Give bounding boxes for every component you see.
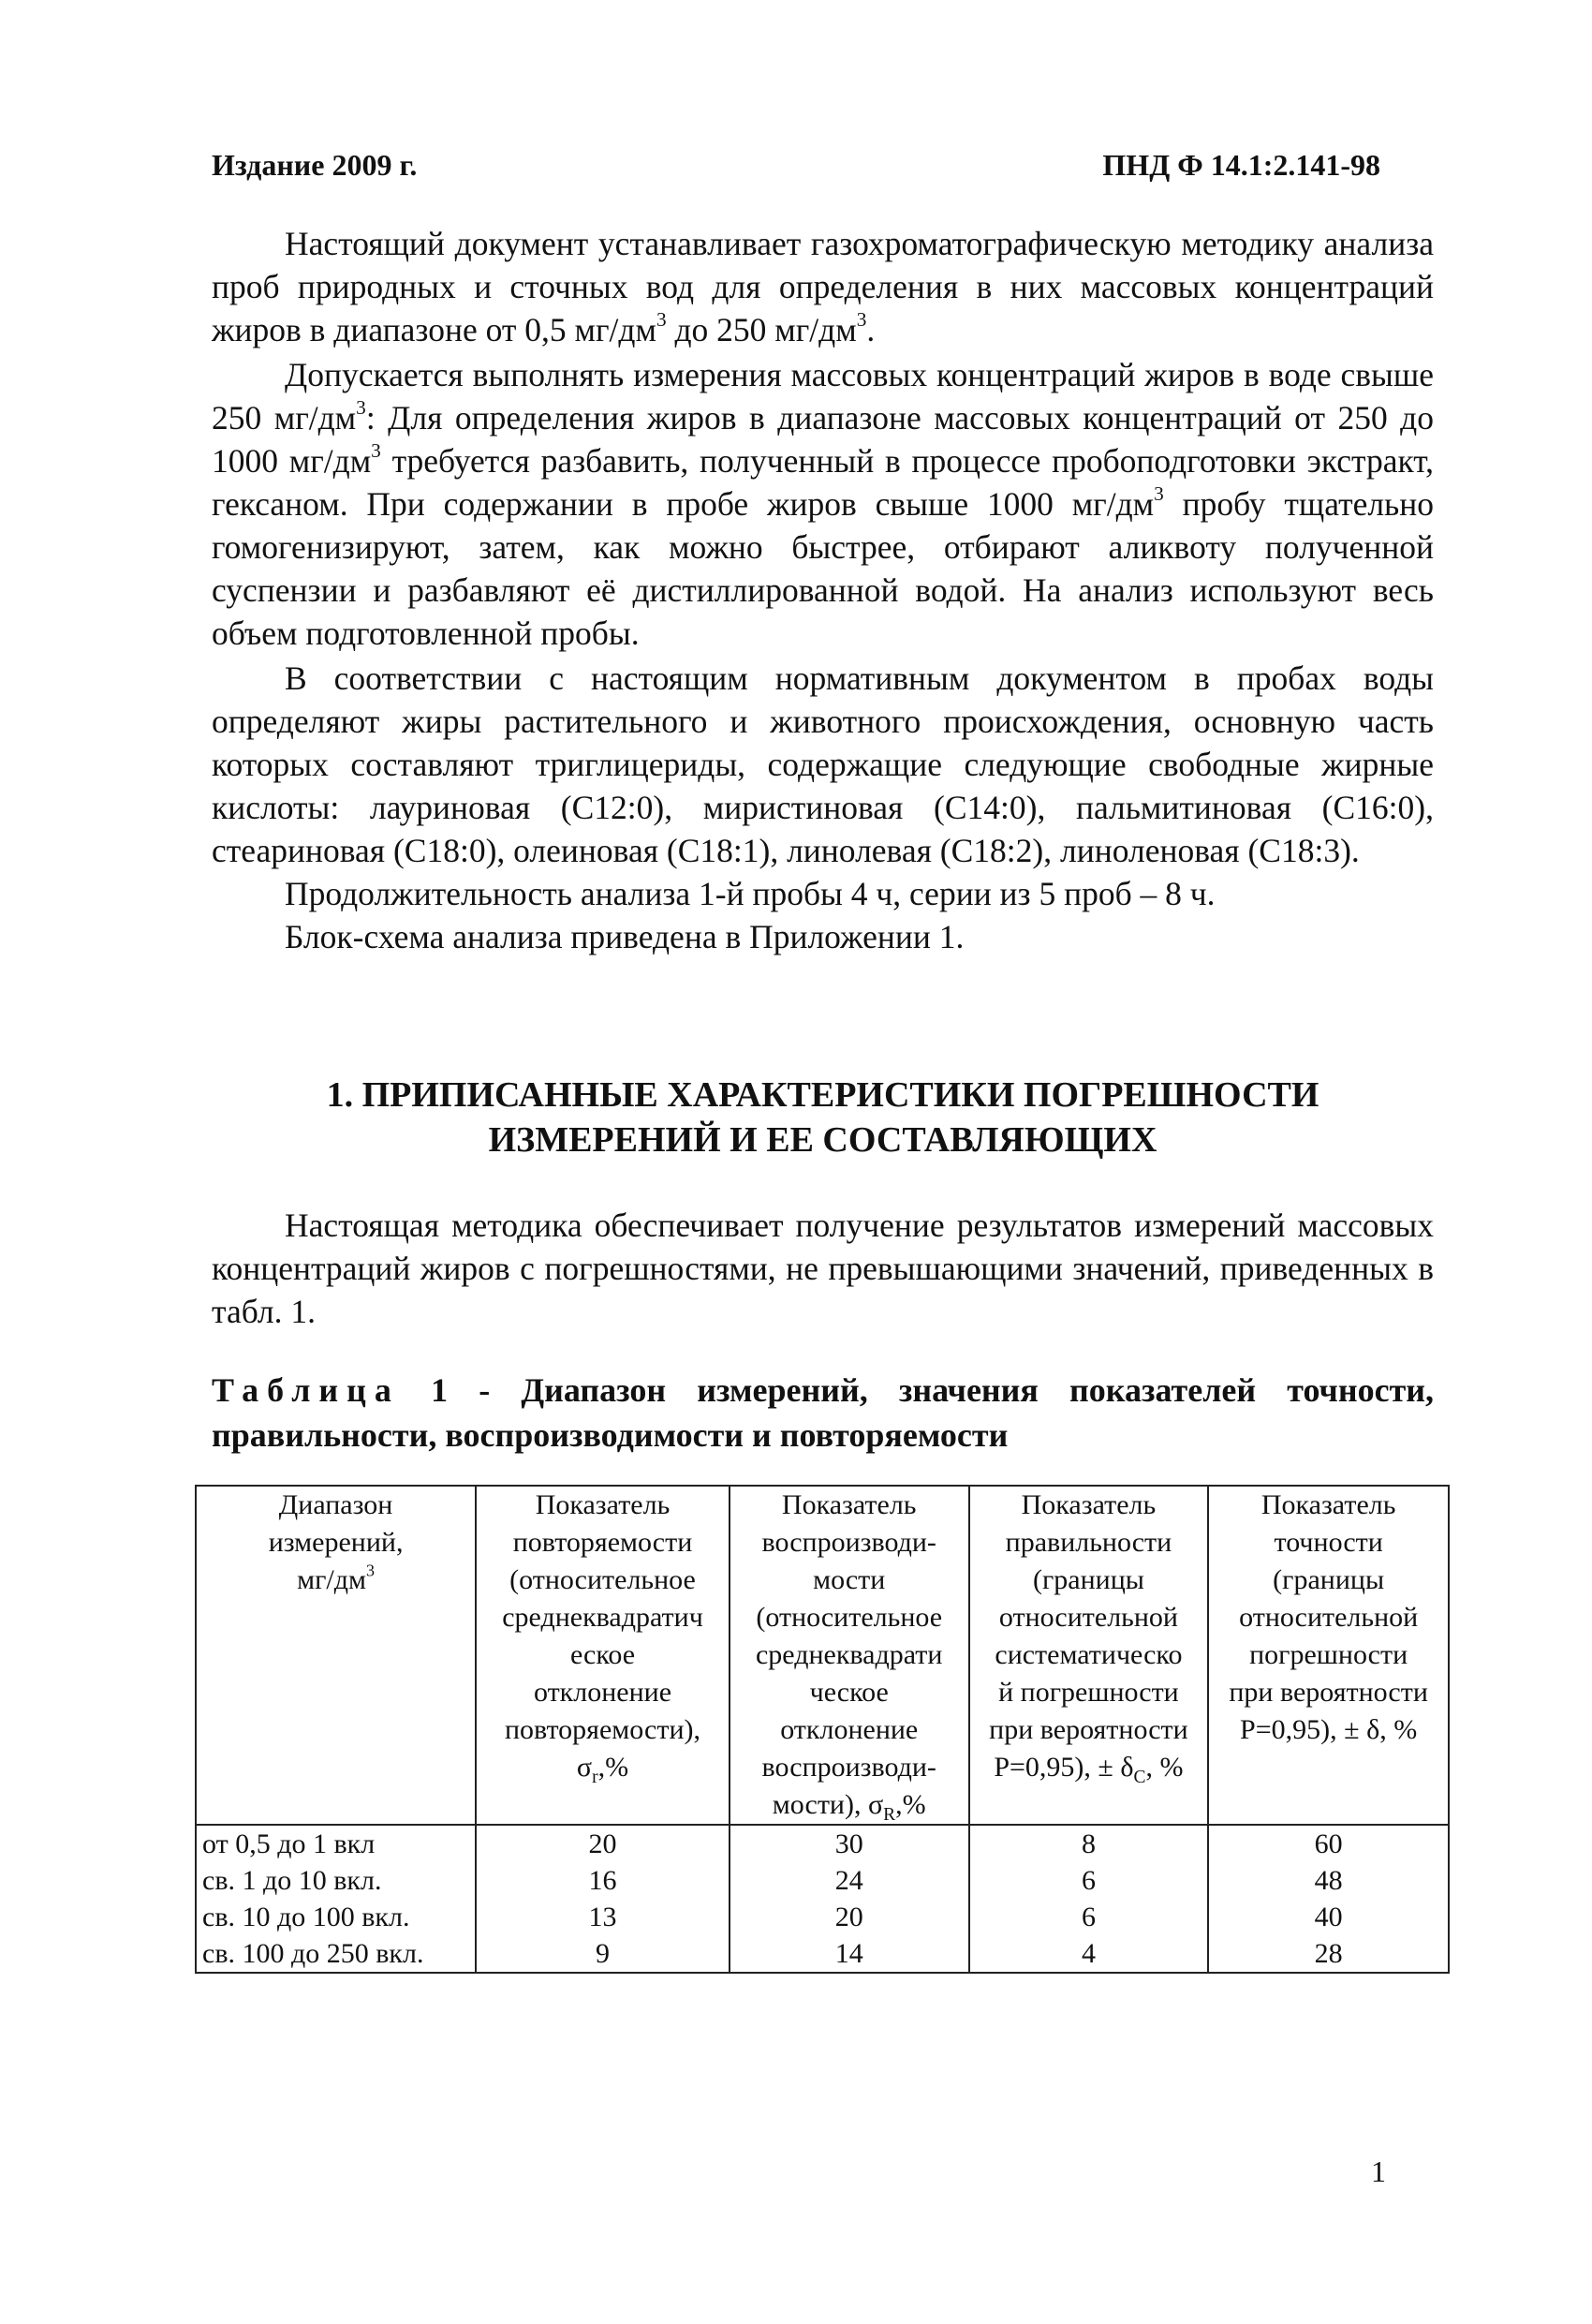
cell-repeatability: 16 bbox=[476, 1862, 730, 1899]
cell-repeatability: 20 bbox=[476, 1825, 730, 1862]
intro-paragraph-4: Продолжительность анализа 1-й пробы 4 ч, серии из 5 проб – 8 ч. bbox=[285, 875, 1216, 912]
header-range: Диапазон измерений, $мг/дм^3$ bbox=[196, 1486, 476, 1825]
intro-paragraph-5: Блок-схема анализа приведена в Приложении 1. bbox=[285, 918, 965, 955]
table-caption-label: Таблица bbox=[212, 1371, 400, 1409]
table-row bbox=[196, 1899, 1449, 1935]
section-body bbox=[212, 1204, 1434, 1333]
cell-correctness: 6 bbox=[969, 1899, 1209, 1935]
cell-range: св. 100 до 250 вкл. bbox=[196, 1935, 476, 1973]
measurement-table bbox=[195, 1485, 1450, 1974]
cell-reproducibility: 14 bbox=[730, 1935, 969, 1973]
table-row bbox=[196, 1825, 1449, 1862]
intro-paragraph-1: Настоящий документ устанавливает газохроматографическую методику анализа проб природных и сточных вод для определения в них массовых концентраций жиров в диапазоне от 0,5 $мг/дм^3$ до 250 $мг/дм^3$. bbox=[212, 225, 1434, 348]
cell-range: св. 1 до 10 вкл. bbox=[196, 1862, 476, 1899]
page-header bbox=[212, 148, 1380, 185]
header-accuracy: Показатель точности (границы относительной погрешности при вероятности Р=0,95), ± δ, % bbox=[1208, 1486, 1449, 1825]
intro-paragraph-2: Допускается выполнять измерения массовых концентраций жиров в воде свыше 250 $мг/дм^3$: Для определения жиров в диапазоне массовых концентраций от 250 до 1000 $мг/дм^3$ требуется разбавить, полученный в процессе пробоподготовки экстракт, гексаном. При содержании в пробе жиров свыше 1000 $мг/дм^3$ пробу тщательно гомогенизируют, затем, как можно быстрее, отбирают аликвоту полученной суспензии и разбавляют её дистиллированной водой. На анализ используют весь объем подготовленной пробы. bbox=[212, 356, 1434, 652]
cell-correctness: 4 bbox=[969, 1935, 1209, 1973]
table-caption-text: 1 - Диапазон измерений, значения показателей точности, правильности, воспроизводимости и повторяемости bbox=[212, 1371, 1434, 1454]
cell-accuracy: 48 bbox=[1208, 1862, 1449, 1899]
section-heading-line-2: ИЗМЕРЕНИЙ И ЕЕ СОСТАВЛЯЮЩИХ bbox=[488, 1120, 1157, 1160]
cell-accuracy: 28 bbox=[1208, 1935, 1449, 1973]
table-row bbox=[196, 1862, 1449, 1899]
section-heading-line-1: 1. ПРИПИСАННЫЕ ХАРАКТЕРИСТИКИ ПОГРЕШНОСТИ bbox=[326, 1075, 1319, 1115]
cell-repeatability: 13 bbox=[476, 1899, 730, 1935]
cell-correctness: 8 bbox=[969, 1825, 1209, 1862]
cell-accuracy: 60 bbox=[1208, 1825, 1449, 1862]
section-heading bbox=[212, 1073, 1434, 1162]
document-code: ПНД Ф 14.1:2.141-98 bbox=[1102, 148, 1380, 182]
table-caption bbox=[212, 1368, 1434, 1458]
table-header-row bbox=[196, 1486, 1449, 1825]
cell-accuracy: 40 bbox=[1208, 1899, 1449, 1935]
header-repeatability: Показатель повторяемости (относительное среднеквадратич еское отклонение повторяемости), $\sigma_r,\%$ bbox=[476, 1486, 730, 1825]
cell-range: св. 10 до 100 вкл. bbox=[196, 1899, 476, 1935]
header-reproducibility: Показатель воспроизводи- мости (относительное среднеквадрати ческое отклонение воспроизводи- мости), $\sigma_R,\%$ bbox=[730, 1486, 969, 1825]
cell-reproducibility: 24 bbox=[730, 1862, 969, 1899]
section-paragraph: Настоящая методика обеспечивает получение результатов измерений массовых концентраций жиров с погрешностями, не превышающими значений, приведенных в табл. 1. bbox=[212, 1206, 1434, 1330]
cell-correctness: 6 bbox=[969, 1862, 1209, 1899]
header-correctness: Показатель правильности (границы относительной систематическо й погрешности при вероятности Р=0,95), ± $\delta_C$, % bbox=[969, 1486, 1209, 1825]
cell-reproducibility: 20 bbox=[730, 1899, 969, 1935]
table-row bbox=[196, 1935, 1449, 1973]
page-number: 1 bbox=[1371, 2154, 1386, 2188]
cell-reproducibility: 30 bbox=[730, 1825, 969, 1862]
intro-paragraph-3: В соответствии с настоящим нормативным документом в пробах воды определяют жиры растительного и животного происхождения, основную часть которых составляют триглицериды, содержащие следующие свободные жирные кислоты: лауриновая (С12:0), миристиновая (С14:0), пальмитиновая (С16:0), стеариновая (С18:0), олеиновая (С18:1), линолевая (С18:2), линоленовая (С18:3). bbox=[212, 659, 1434, 869]
edition-label: Издание 2009 г. bbox=[212, 148, 418, 182]
cell-repeatability: 9 bbox=[476, 1935, 730, 1973]
intro-section bbox=[212, 222, 1434, 958]
cell-range: от 0,5 до 1 вкл bbox=[196, 1825, 476, 1862]
